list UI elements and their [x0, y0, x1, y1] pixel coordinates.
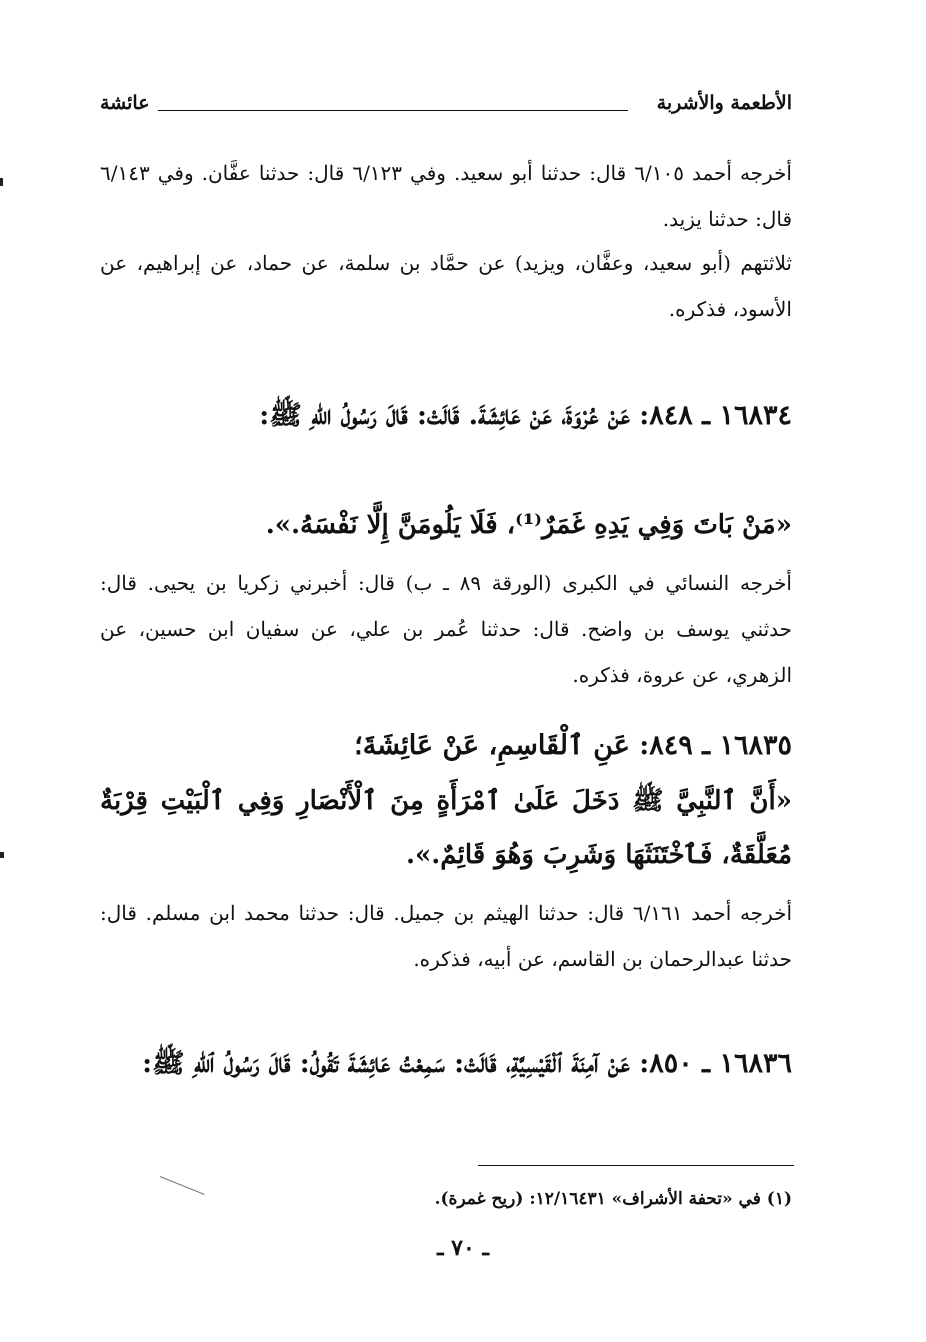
header-book-title: الأطعمة والأشربة	[656, 92, 792, 114]
footnote: (١) في «تحفة الأشراف» ١٢/١٦٤٣١: (ريح غمرة).	[434, 1189, 792, 1209]
scan-stray-line	[160, 1176, 205, 1195]
header-section-name: عائشة	[100, 92, 150, 114]
isnad-paragraph: ثلاثتهم (أبو سعيد، وعفَّان، ويزيد) عن حمَّاد بن سلمة، عن حماد، عن إبراهيم، عن الأسود، فذكره.	[100, 251, 792, 321]
running-header	[100, 88, 792, 128]
hadith-848-intro: ١٦٨٣٤ ـ ٨٤٨: عَنْ عُرْوَةَ، عَنْ عَائِشَةَ. قَالَتْ: قَالَ رَسُولُ اللهِ ﷺ:	[259, 400, 792, 431]
footnote-rule	[478, 1165, 794, 1166]
takhrij-paragraph: أخرجه أحمد ٦/١٠٥ قال: حدثنا أبو سعيد. وفي ٦/١٢٣ قال: حدثنا عفَّان. وفي ٦/١٤٣ قال: حدثنا يزيد.	[100, 161, 792, 231]
page-number: ـ ٧٠ ـ	[437, 1235, 489, 1261]
hadith-849-matn: «أَنَّ ٱلنَّبِيَّ ﷺ دَخَلَ عَلَىٰ ٱمْرَأَةٍ مِنَ ٱلْأَنْصَارِ وَفِي ٱلْبَيْتِ قِرْبَةٌ مُعَلَّقَةٌ، فَٱخْتَنَثَهَا وَشَرِبَ وَهُوَ قَائِمٌ.».	[100, 786, 792, 870]
scan-edge-mark	[0, 178, 3, 186]
hadith-850-intro: ١٦٨٣٦ ـ ٨٥٠: عَنْ آمِنَةَ ٱلْقَيْسِيَّةِ، قَالَتْ: سَمِعْتُ عَائِشَةَ تَقُولُ: قَالَ رَسُولُ ٱللهِ ﷺ:	[142, 1048, 792, 1079]
hadith-849-intro: ١٦٨٣٥ ـ ٨٤٩: عَنِ ٱلْقَاسِمِ، عَنْ عَائِشَةَ؛	[354, 730, 792, 761]
header-rule	[158, 110, 628, 111]
scan-edge-mark	[0, 852, 4, 858]
hadith-849-takhrij: أخرجه أحمد ٦/١٦١ قال: حدثنا الهيثم بن جميل. قال: حدثنا محمد ابن مسلم. قال: حدثنا عبدالرحمان بن القاسم، عن أبيه، فذكره.	[100, 901, 792, 971]
hadith-848-matn: «مَنْ بَاتَ وَفِي يَدِهِ غَمَرٌ⁽¹⁾، فَلَا يَلُومَنَّ إِلَّا نَفْسَهُ.».	[265, 510, 792, 540]
hadith-848-takhrij: أخرجه النسائي في الكبرى (الورقة ٨٩ ـ ب) قال: أخبرني زكريا بن يحيى. قال: حدثني يوسف بن واضح. قال: حدثنا عُمر بن علي، عن سفيان ابن حسين، عن الزهري، عن عروة، فذكره.	[100, 571, 792, 687]
